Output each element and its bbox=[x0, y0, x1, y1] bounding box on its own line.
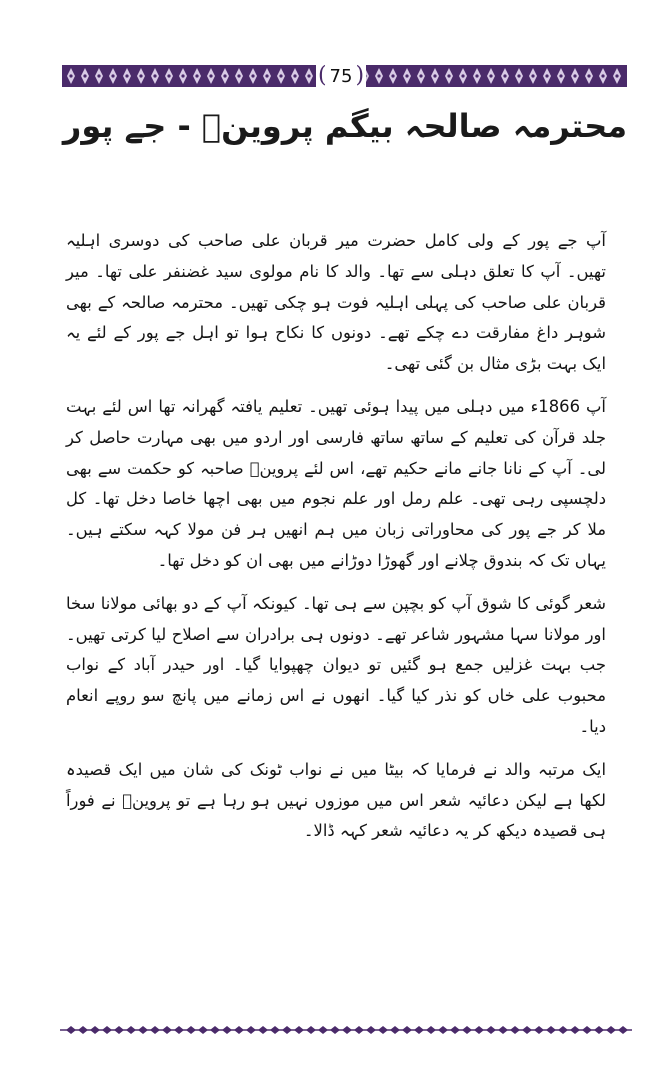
paren-open: ( bbox=[317, 63, 327, 88]
paragraph-2: آپ 1866ء میں دہلی میں پیدا ہوئی تھیں۔ تعلیم یافتہ گھرانہ تھا اس لئے بہت جلد قرآن کی تعلیم کے ساتھ ساتھ فارسی اور اردو میں بھی مہارت حاصل کر لی۔ آپ کے نانا جانے مانے حکیم تھے، اس لئے پروینؔ صاحبہ کو حکمت سے بھی دلچسپی رہی تھی۔ علم رمل اور علم نجوم میں بھی اچھا خاصا دخل تھا۔ کل ملا کر جے پور کی محاوراتی زبان میں ہم انھیں ہر فن مولا کہہ سکتے ہیں۔ یہاں تک کہ بندوق چلانے اور گھوڑا دوڑانے میں بھی ان کو دخل تھا۔ bbox=[66, 396, 606, 570]
page-number-box bbox=[316, 63, 366, 89]
page-number: 75 bbox=[329, 65, 353, 87]
page-title: محترمہ صالحہ بیگم پروینؔ - جے پور bbox=[62, 107, 628, 145]
paragraph-4: ایک مرتبہ والد نے فرمایا کہ بیٹا میں نے نواب ٹونک کی شان میں ایک قصیدہ لکھا ہے لیکن دعائیہ شعر اس میں موزوں نہیں ہو رہا ہے تو پروینؔ نے فوراً ہی قصیدہ دیکھ کر یہ دعائیہ شعر کہہ ڈالا۔ bbox=[66, 759, 606, 841]
paragraph-3: شعر گوئی کا شوق آپ کو بچپن سے ہی تھا۔ کیونکہ آپ کے دو بھائی مولانا سخا اور مولانا سہا مشہور شاعر تھے۔ دونوں ہی برادران سے اصلاح لیا کرتی تھیں۔ جب بہت غزلیں جمع ہو گئیں تو دیوان چھپوایا گیا۔ اور حیدر آباد کے نواب محبوب علی خاں کو نذر کیا گیا۔ انھوں نے اس زمانے میں پانچ سو روپے انعام دیا۔ bbox=[66, 593, 606, 736]
diamond-chain-ornament-icon bbox=[60, 1020, 632, 1040]
paragraph-1: آپ جے پور کے ولی کامل حضرت میر قربان علی صاحب کی دوسری اہلیہ تھیں۔ آپ کا تعلق دہلی سے تھا۔ والد کا نام مولوی سید غضنفر علی تھا۔ میر قربان علی صاحب کی پہلی اہلیہ فوت ہو چکی تھیں۔ محترمہ صالحہ کے بھی شوہر داغ مفارقت دے چکے تھے۔ دونوں کا نکاح ہوا تو اہل جے پور کے لئے یہ ایک بہت بڑی مثال بن گئی تھی۔ bbox=[66, 231, 606, 374]
body-text bbox=[66, 226, 606, 847]
paren-close: ) bbox=[355, 63, 365, 88]
